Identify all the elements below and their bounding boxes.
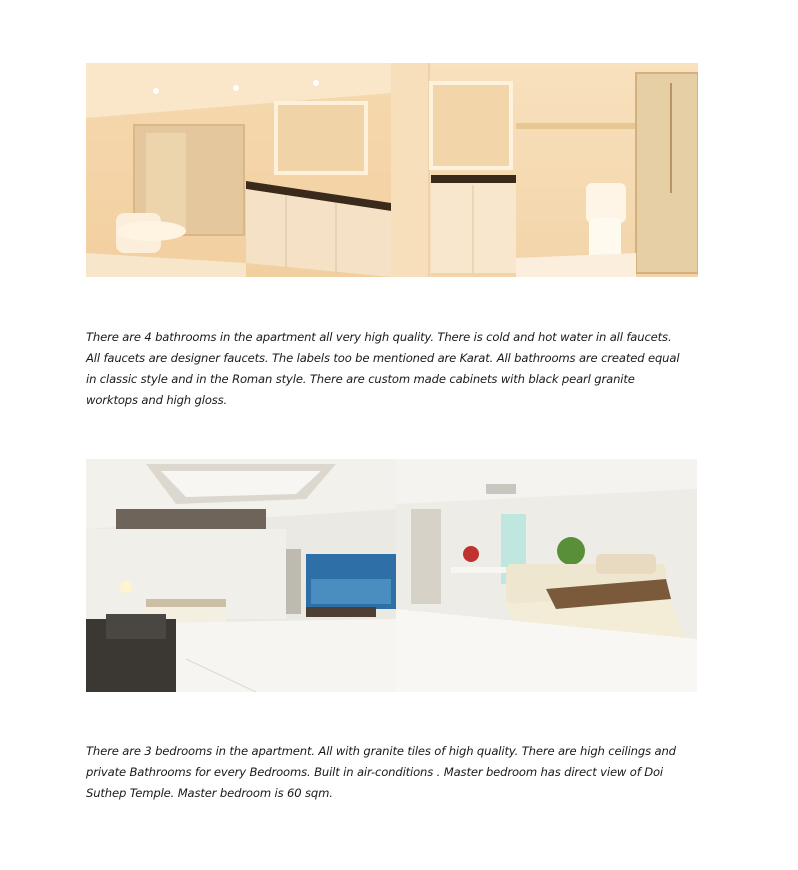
bathroom-description xyxy=(86,327,726,411)
bedroom-line: Suthep Temple. Master bedroom is 60 sqm. xyxy=(86,786,333,800)
bathroom-line: worktops and high gloss. xyxy=(86,393,228,407)
bedroom-photo-right xyxy=(396,459,697,692)
bedroom-line: private Bathrooms for every Bedrooms. Built in air-conditions . Master bedroom has direct view of Doi xyxy=(86,765,664,779)
bedroom-photo-strip xyxy=(86,459,697,692)
bathroom-photo-left xyxy=(86,63,391,277)
bedroom-description xyxy=(86,741,726,804)
bathroom-line: in classic style and in the Roman style. There are custom made cabinets with black pearl granite xyxy=(86,372,635,386)
bedroom-line: There are 3 bedrooms in the apartment. All with granite tiles of high quality. There are high ceilings and xyxy=(86,744,676,758)
bathroom-line: All faucets are designer faucets. The labels too be mentioned are Karat. All bathrooms are created equal xyxy=(86,351,680,365)
bathroom-photo-right xyxy=(391,63,698,277)
bathroom-line: There are 4 bathrooms in the apartment all very high quality. There is cold and hot water in all faucets. xyxy=(86,330,672,344)
bedroom-photo-left xyxy=(86,459,396,692)
bathroom-photo-strip xyxy=(86,63,698,277)
